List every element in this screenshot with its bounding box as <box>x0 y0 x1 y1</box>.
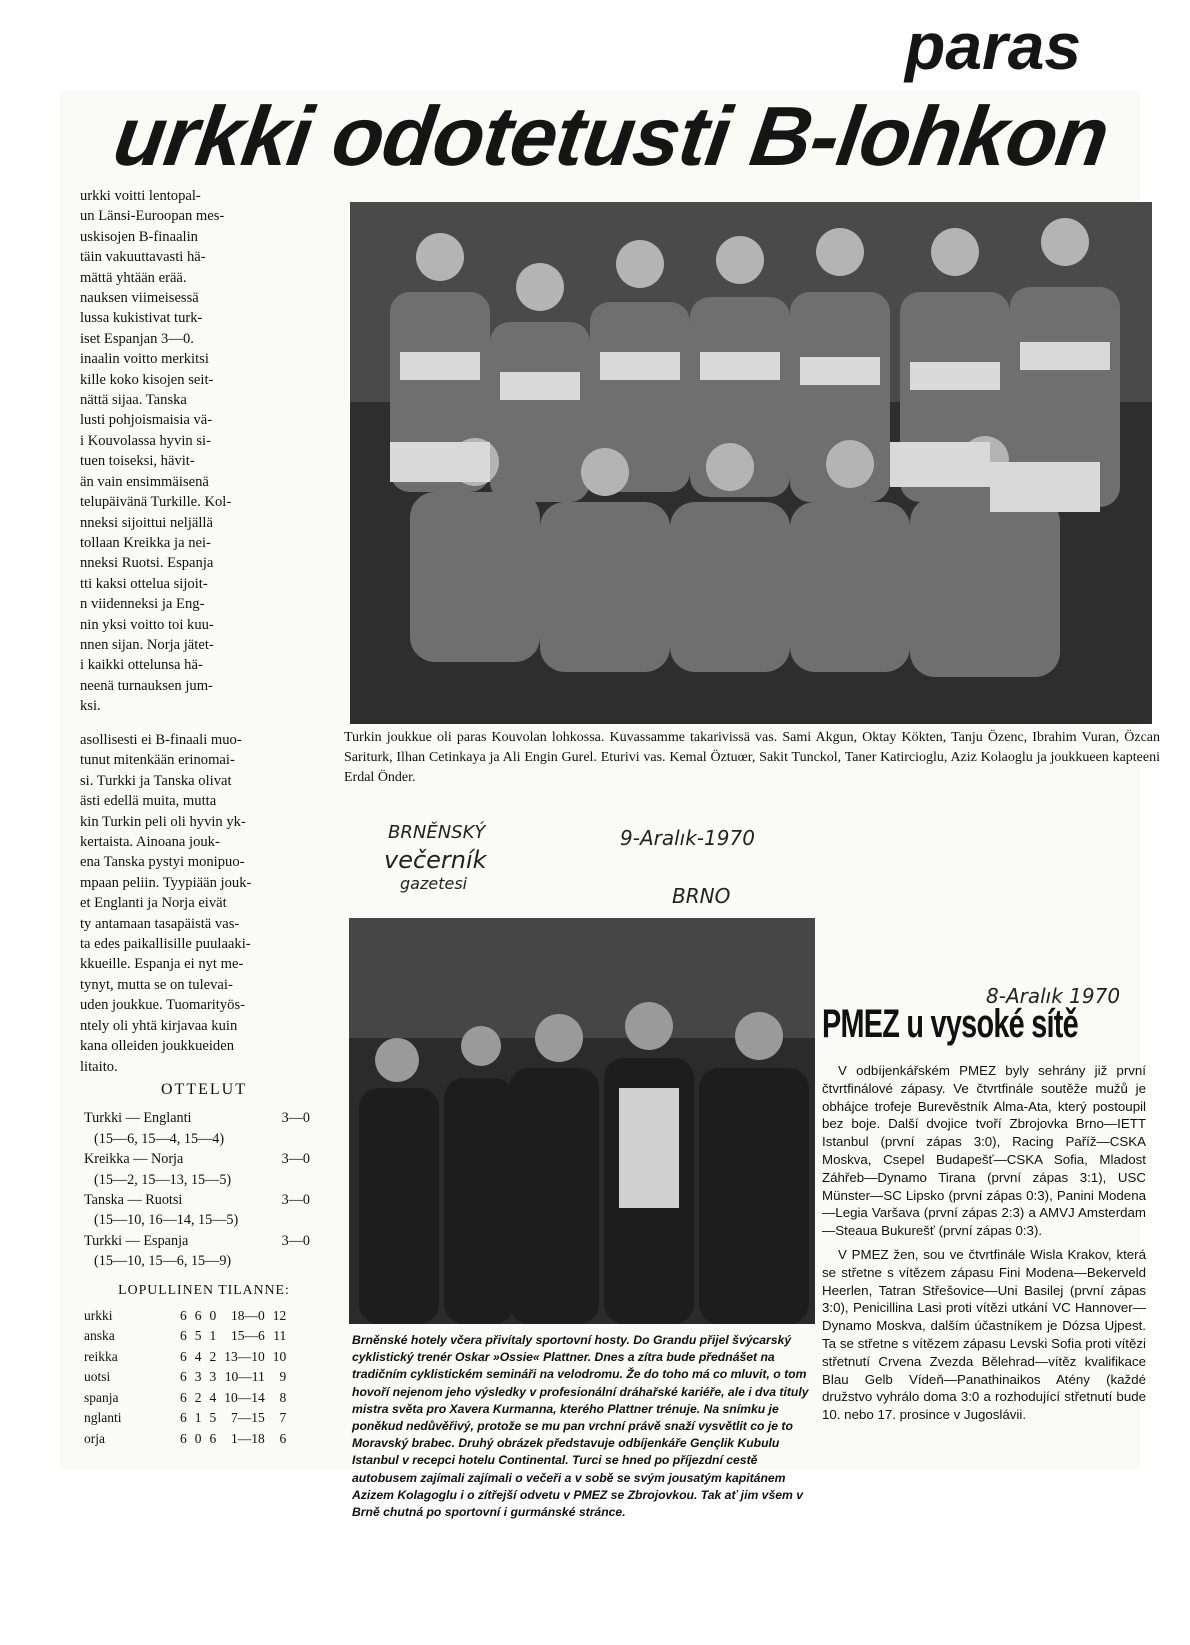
article-line: si. Turkki ja Tanska olivat <box>80 772 232 789</box>
article-line: inaalin voitto merkitsi <box>80 351 209 368</box>
standings-team: urkki <box>84 1308 113 1324</box>
headline: urkki odotetusti B-lohkon <box>108 89 1114 183</box>
standings-value: 10—11 <box>224 1369 265 1385</box>
article-line: tunut mitenkään erinomai- <box>80 752 235 769</box>
results-title: OTTELUT <box>161 1081 247 1098</box>
standings-row <box>84 1347 290 1367</box>
hotel-photo <box>349 918 815 1324</box>
article-line: lussa kukistivat turk- <box>80 310 203 327</box>
article-line: ena Tanska pystyi monipuo- <box>80 854 245 871</box>
article-line: un Länsi-Euroopan mes- <box>80 208 225 225</box>
article-line: ta edes paikallisille puulaaki- <box>80 936 251 953</box>
standings-team: spanja <box>84 1389 119 1405</box>
standings-table <box>84 1306 290 1449</box>
article-line: mpaan peliin. Tyypiään jouk- <box>80 874 252 891</box>
article-line: lusti pohjoismaisia vä- <box>80 412 213 429</box>
standings-value: 6 <box>180 1389 187 1405</box>
team-photo-caption: Turkin joukkue oli paras Kouvolan lohkossa. Kuvassamme takarivissä vas. Sami Akgun, Oktay Kökten, Tanju Özenc, Ibrahim Vuran, Özcan Sariturk, Ilhan Cetinkaya ja Ali Engin Gurel. Eturivi vas. Kemal Öztuœr, Sakit Tunckol, Taner Katircioglu, Aziz Kolaoglu ja joukkueen kapteeni Erdal Önder. <box>344 730 1160 785</box>
article-line: i kaikki ottelunsa hä- <box>80 657 203 674</box>
match-teams: Turkki — Englanti <box>84 1110 192 1127</box>
standings-value: 0 <box>209 1308 217 1324</box>
handwritten-gazetesi: gazetesi <box>400 874 468 893</box>
match-teams: Turkki — Espanja <box>84 1232 189 1249</box>
standings-value: 4 <box>209 1389 217 1405</box>
match-teams: Tanska — Ruotsi <box>84 1192 183 1209</box>
article-line: nnen sijan. Norja jätet- <box>80 636 214 653</box>
standings-value: 10 <box>272 1348 287 1364</box>
article-line: ästi edellä muita, mutta <box>80 793 217 810</box>
handwritten-date-2: 8-Aralık 1970 <box>986 984 1121 1008</box>
standings-value: 13—10 <box>224 1348 265 1364</box>
match-row <box>84 1231 324 1251</box>
standings-value: 7—15 <box>231 1410 265 1426</box>
article-line: n viidenneksi ja Eng- <box>80 596 205 613</box>
article-top-column <box>80 186 316 717</box>
standings-value: 6 <box>180 1410 187 1426</box>
standings-value: 5 <box>194 1328 202 1344</box>
article-line: urkki voitti lentopal- <box>80 188 201 204</box>
standings-team: orja <box>84 1430 105 1446</box>
standings-value: 1 <box>209 1328 217 1344</box>
results-section <box>84 1080 324 1449</box>
standings-value: 6 <box>180 1430 187 1446</box>
article-line: asollisesti ei B-finaali muo- <box>80 732 242 748</box>
match-score: 3—0 <box>281 1192 310 1209</box>
article-line: iset Espanjan 3—0. <box>80 330 194 347</box>
article-line: kana olleiden joukkueiden <box>80 1038 234 1055</box>
article-line: nauksen viimeisessä <box>80 290 199 307</box>
standings-row <box>84 1367 290 1387</box>
team-photo <box>350 202 1152 724</box>
standings-value: 4 <box>194 1348 202 1364</box>
czech-paragraph-1: V odbíjenkářském PMEZ byly sehrány již první čtvrtfinálové zápasy. Ve čtvrtfinále soutěže mužů je obhájce trofeje Burevěstník Alma-Ata, který postoupil bez boje. Další dvojice tvoří Zbrojovka Brno—IETT Istanbul (první zápas 3:0), Racing Paříž—CSKA Moskva, Csepel Budapešť—CSKA Sofia, Mladost Záhřeb—Dynamo Tirana (první zápas 3:1), USC Münster—SC Lipsko (první zápas 0:3), Panini Modena—Legia Varšava (první zápas 2:3) a AMVJ Amsterdam—Steaua Bukurešť (první zápas 0:3). <box>822 1063 1146 1239</box>
standings-row <box>84 1408 290 1428</box>
article-line: nin yksi voitto toi kuu- <box>80 616 214 633</box>
hotel-photo-caption: Brněnské hotely včera přivítaly sportovní hosty. Do Grandu přijel švýcarský cyklistický trenér Oskar »Ossie« Plattner. Dnes a zítra bude přednášet na tradičním cyklistickém semináři na velodromu. Že do toho má co mluvit, o tom hovoří nejenom jeho výsledky v profesionální dráhařské kariéře, ale i dva tituly mistra světa pro Xavera Kurmanna, kterého Plattner trénuje. Na snímku je poněkud nedůvěřivý, protože se mu pan vrchní právě snaží vysvětlit co je to Moravský brabec. Druhý obrázek představuje odbíjenkáře Gençlik Kubulu Istanbul v recepci hotelu Continental. Turci se hned po příjezdní cestě autobusem zajímali zajímali o večeři a v sobě se svým jousatým kapitánem Azizem Kolagoglu i o zítřejší odvetu v PMEZ se Zbrojovkou. Tak ať jim všem v Brně chutná po sportovní i gurmánské stránce. <box>352 1333 809 1520</box>
standings-value: 7 <box>279 1410 287 1426</box>
standings-row <box>84 1388 290 1408</box>
standings-value: 1—18 <box>231 1430 265 1446</box>
article-line: uden joukkue. Tuomarityös- <box>80 997 245 1014</box>
match-teams: Kreikka — Norja <box>84 1151 184 1168</box>
standings-value: 2 <box>209 1348 217 1364</box>
kicker-word: paras <box>905 9 1082 83</box>
handwritten-paper-name-2: večerník <box>384 846 487 874</box>
match-row <box>84 1190 324 1210</box>
standings-value: 3 <box>209 1369 217 1385</box>
article-line: täin vakuuttavasti hä- <box>80 249 206 266</box>
team-photo-illustration <box>350 202 1152 724</box>
standings-team: uotsi <box>84 1369 111 1385</box>
article-line: nneksi sijoittui neljällä <box>80 514 213 531</box>
article-bottom-column <box>80 730 316 1077</box>
standings-value: 0 <box>194 1430 202 1446</box>
standings-value: 8 <box>279 1389 287 1405</box>
czech-paragraph-2: V PMEZ žen, sou ve čtvrtfinále Wisla Krakov, která se střetne s vítězem zápasu Fini Modena—Bekerveld Heerlen, Tatran Střešovice—Uni Basilej (první zápas 3:0), Penicillina Lasi proti vítězi utkání VC Hannover—Dynamo Moskva, dalším účastníkem je Dózsa Ujpest. Ta se střetne s vítězem zápasu Levski Sofia proti vítězi střetnutí Crvena Zvezda Bělehrad—vítěz kvalifikace Blau Gelb Vídeň—Panathinaikos Atény (každé družstvo vyhrálo doma 3:0 a rozhodující střetnutí bude 10. nebo 17. prosince v Jugoslávii. <box>822 1246 1146 1423</box>
standings-value: 10—14 <box>224 1389 265 1405</box>
article-line: kin Turkin peli oli hyvin yk- <box>80 813 246 830</box>
article-line: tollaan Kreikka ja nei- <box>80 534 211 551</box>
article-line: i Kouvolassa hyvin si- <box>80 432 211 449</box>
article-line: tti kaksi ottelua sijoit- <box>80 575 208 592</box>
article-line: ty antamaan tasapäistä vas- <box>80 915 240 932</box>
standings-value: 9 <box>279 1369 287 1385</box>
article-line: ntely oli yhtä kirjavaa kuin <box>80 1017 238 1034</box>
standings-value: 6 <box>194 1308 202 1324</box>
match-sets: (15—10, 16—14, 15—5) <box>94 1212 239 1229</box>
match-score: 3—0 <box>281 1151 310 1168</box>
article-line: telupäivänä Turkille. Kol- <box>80 494 232 511</box>
match-sets: (15—10, 15—6, 15—9) <box>94 1253 232 1270</box>
standings-value: 3 <box>194 1369 202 1385</box>
standings-row <box>84 1306 290 1326</box>
standings-value: 6 <box>209 1430 217 1446</box>
standings-row <box>84 1429 290 1449</box>
match-row <box>84 1149 324 1169</box>
standings-value: 18—0 <box>231 1308 265 1324</box>
handwritten-paper-name: BRNĚNSKÝ <box>388 822 486 843</box>
article-line: tynyt, mutta se on tulevai- <box>80 976 233 993</box>
standings-team: nglanti <box>84 1410 122 1426</box>
match-sets: (15—6, 15—4, 15—4) <box>94 1130 225 1147</box>
article-line: kille koko kisojen seit- <box>80 371 214 388</box>
hotel-photo-illustration <box>349 918 815 1324</box>
standings-value: 6 <box>180 1328 187 1344</box>
article-line: kkueille. Espanja ei nyt me- <box>80 956 244 973</box>
standings-value: 15—6 <box>231 1328 265 1344</box>
standings-value: 6 <box>279 1430 287 1446</box>
standings-row <box>84 1326 290 1346</box>
standings-value: 2 <box>194 1389 202 1405</box>
handwritten-city: BRNO <box>672 884 731 908</box>
article-line: uskisojen B-finaalin <box>80 228 198 245</box>
match-row <box>84 1108 324 1128</box>
match-sets: (15—2, 15—13, 15—5) <box>94 1171 232 1188</box>
article-line: ksi. <box>80 698 101 715</box>
article-line: än vain ensimmäisenä <box>80 473 209 490</box>
standings-value: 12 <box>272 1308 287 1324</box>
standings-value: 11 <box>273 1328 287 1344</box>
standings-value: 6 <box>180 1369 187 1385</box>
article-line: litaito. <box>80 1058 118 1075</box>
standings-value: 6 <box>180 1308 187 1324</box>
standings-team: anska <box>84 1328 115 1344</box>
match-score: 3—0 <box>281 1110 310 1127</box>
standings-team: reikka <box>84 1348 118 1364</box>
article-line: tuen toiseksi, hävit- <box>80 453 195 470</box>
article-line: kertaista. Ainoana jouk- <box>80 834 220 851</box>
standings-value: 6 <box>180 1348 187 1364</box>
article-line: mättä yhtään erää. <box>80 269 187 286</box>
czech-article-body <box>822 1062 1146 1424</box>
match-score: 3—0 <box>281 1232 310 1249</box>
czech-headline: PMEZ u vysoké sítě <box>822 1002 1078 1046</box>
article-line: nättä sijaa. Tanska <box>80 392 187 409</box>
article-line: et Englanti ja Norja eivät <box>80 895 227 912</box>
standings-value: 5 <box>209 1410 217 1426</box>
article-line: nneksi Ruotsi. Espanja <box>80 555 214 572</box>
standings-value: 1 <box>194 1410 202 1426</box>
article-line: neenä turnauksen jum- <box>80 677 213 694</box>
standings-title: LOPULLINEN TILANNE: <box>118 1281 290 1297</box>
handwritten-date: 9-Aralık-1970 <box>620 826 755 850</box>
